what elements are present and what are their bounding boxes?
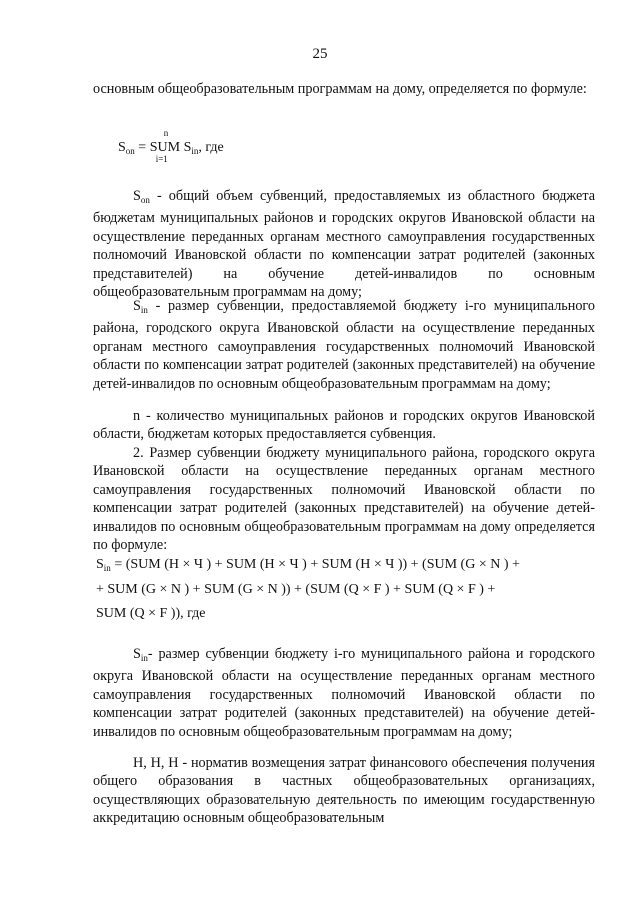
intro-paragraph: основным общеобразовательным программам на дому, определяется по формуле:: [93, 81, 587, 97]
formula2-line3: SUM (Q × F )), где: [96, 606, 206, 621]
definition-n: n - количество муниципальных районов и городских округов Ивановской области, бюджетам которых предоставляется субвенция.: [93, 408, 595, 443]
formula2-line2: + SUM (G × N ) + SUM (G × N )) + (SUM (Q × F ) + SUM (Q × F ) +: [96, 582, 496, 597]
formula1-lhs: $S_{on}$: [118, 140, 135, 156]
formula1-sum: n SUM i=1: [149, 128, 181, 164]
definition-sin: $S_{in}$ - размер субвенции, предоставляемой бюджету i-го муниципального района, городского округа Ивановской области на осуществление переданных органам местного самоуправления государственных полномочий Ивановской области по компенсации затрат родителей (законных представителей) на обучение детей-инвалидов по основным общеобразовательным программам на дому;: [93, 298, 595, 392]
formula2-line1: $S_{in} = (SUM$ (H × Ч ) + SUM (H × Ч ) + SUM (H × Ч )) + (SUM (G × N ) +: [96, 557, 520, 573]
definition-h-norms: H, H, H - норматив возмещения затрат финансового обеспечения получения общего образования в частных общеобразовательных организациях, осуществляющих образовательную деятельность по имеющим государственную аккредитацию основным общеобразовательным: [93, 755, 595, 827]
definition-son: $S_{on}$ - общий объем субвенций, предоставляемых из областного бюджета бюджетам муниципальных районов и городских округов Ивановской области на осуществление переданных органам местного самоуправления государственных полномочий Ивановской области по компенсации затрат родителей (законных представителей) на обучение детей-инвалидов по основным общеобразовательным программам на дому;: [93, 188, 595, 301]
formula-total-subvention: $S_{on}$ = n SUM i=1 $S_{in}$, где: [118, 128, 224, 164]
page-number: 25: [312, 46, 328, 62]
formula1-term: $S_{in}$: [183, 140, 199, 156]
definition-sin-2: $S_{in}-$ размер субвенции бюджету i-го муниципального района и городского округа Ивановской области на осуществление переданных органам местного самоуправления государственных полномочий Ивановской области по компенсации затрат родителей (законных представителей) на обучение детей-инвалидов по основным общеобразовательным программам на дому;: [93, 646, 595, 740]
paragraph-2: 2. Размер субвенции бюджету муниципального района, городского округа Ивановской области на осуществление переданных органам местного самоуправления государственных полномочий Ивановской области по компенсации затрат родителей (законных представителей) на обучение детей-инвалидов по основным общеобразовательным программам на дому определяется по формуле:: [93, 445, 595, 554]
